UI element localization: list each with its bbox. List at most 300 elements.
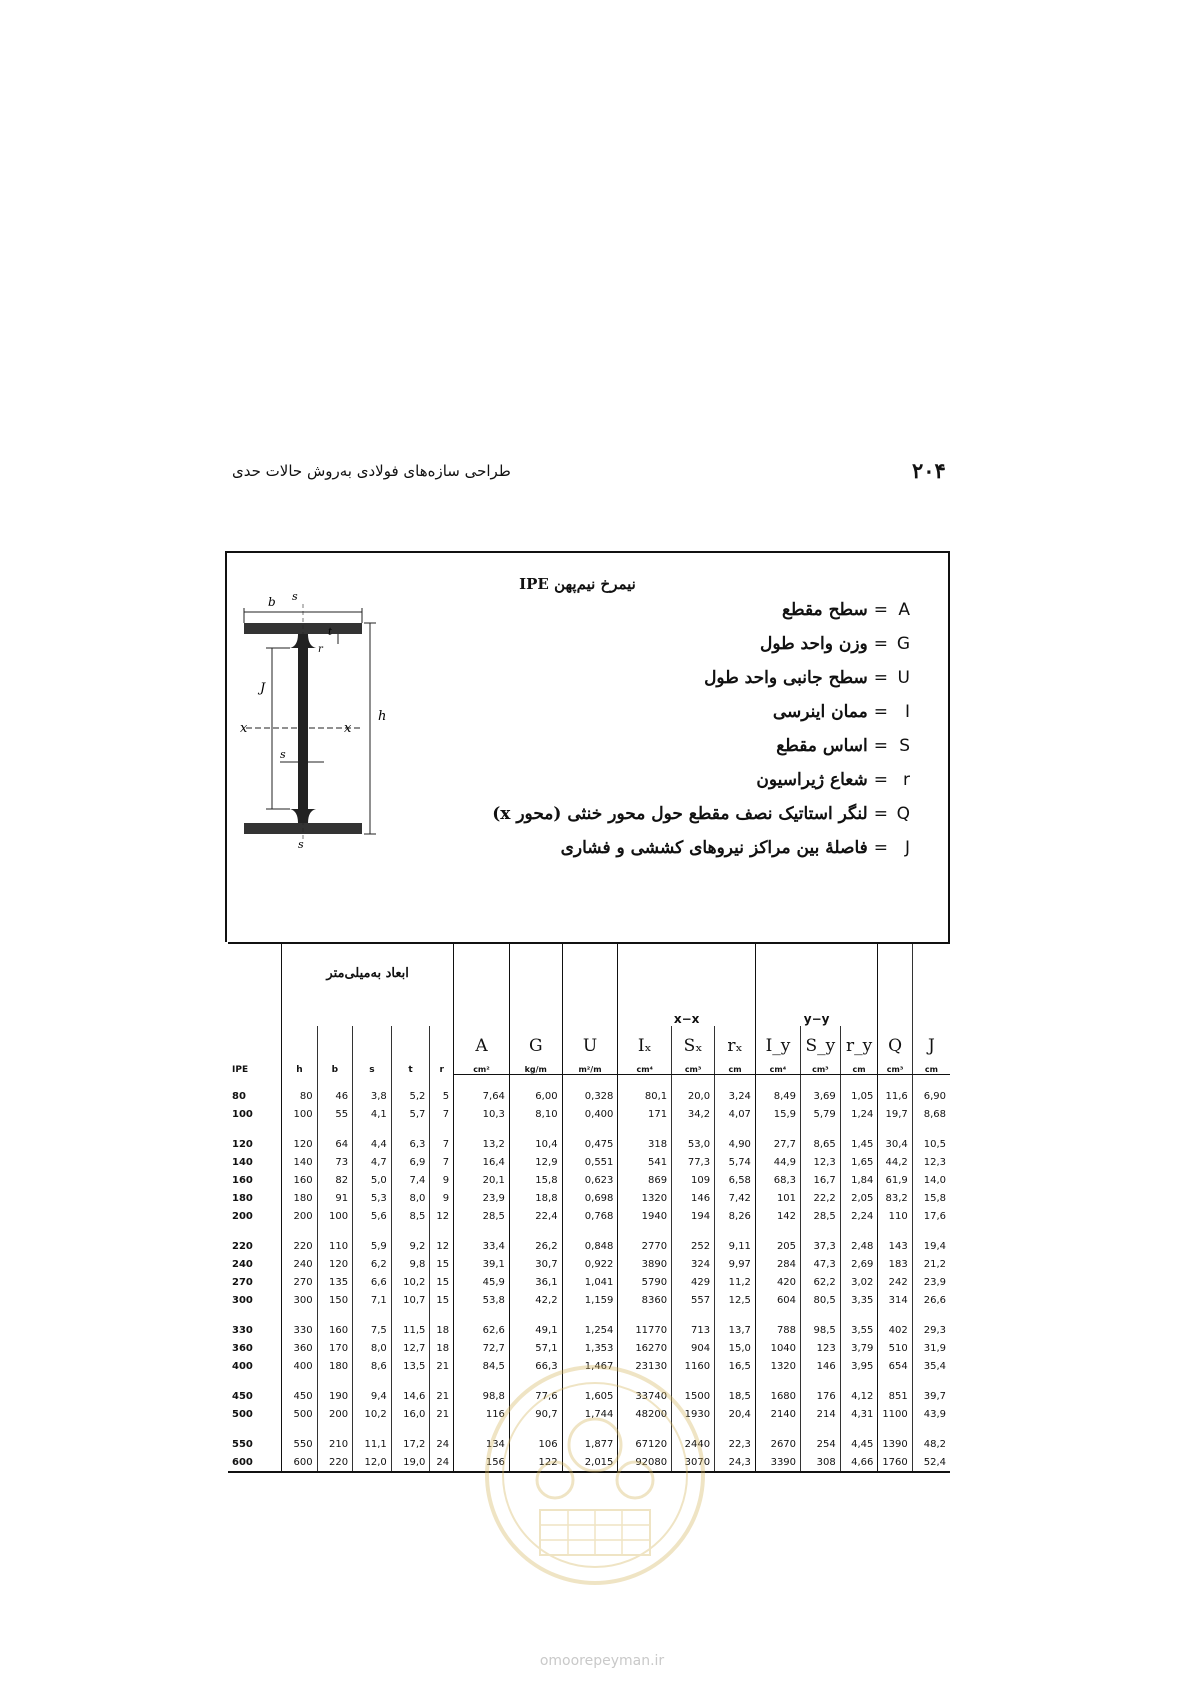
table-cell: 541 <box>618 1153 672 1171</box>
table-cell: 3070 <box>672 1453 715 1472</box>
unit-ry: cm <box>852 1065 866 1074</box>
table-row <box>228 1189 950 1207</box>
header-g: G <box>509 943 562 1056</box>
table-cell: 180 <box>317 1357 352 1375</box>
table-cell: 91 <box>317 1189 352 1207</box>
table-cell: 6,6 <box>353 1273 392 1291</box>
header-ix: Iₓ <box>618 1026 672 1056</box>
table-cell: 28,5 <box>454 1207 510 1225</box>
table-cell: 20,0 <box>672 1087 715 1105</box>
table-cell: 17,2 <box>391 1435 430 1453</box>
table-cell: 1,05 <box>840 1087 878 1105</box>
table-row <box>228 1135 950 1153</box>
table-cell: 171 <box>618 1105 672 1123</box>
table-cell: 4,07 <box>715 1105 756 1123</box>
header-ry: r_y <box>840 1026 878 1056</box>
table-cell: 3,02 <box>840 1273 878 1291</box>
table-cell: 37,3 <box>801 1237 841 1255</box>
table-cell: 143 <box>878 1237 912 1255</box>
table-cell: 1760 <box>878 1453 912 1472</box>
table-cell: 160 <box>282 1171 317 1189</box>
table-cell: 156 <box>454 1453 510 1472</box>
table-cell: 150 <box>317 1291 352 1309</box>
table-row <box>228 1207 950 1225</box>
table-cell: 28,5 <box>801 1207 841 1225</box>
table-cell: 6,9 <box>391 1153 430 1171</box>
row-name-cell: 600 <box>228 1453 282 1472</box>
row-name-cell: 200 <box>228 1207 282 1225</box>
table-row <box>228 1255 950 1273</box>
table-cell: 26,6 <box>923 1294 946 1306</box>
table-cell: 15,8 <box>509 1171 562 1189</box>
table-cell: 8,65 <box>801 1135 841 1153</box>
unit-a: cm² <box>473 1065 490 1074</box>
table-cell: 3,24 <box>715 1087 756 1105</box>
table-cell: 9 <box>430 1189 454 1207</box>
table-row <box>228 1273 950 1291</box>
table-cell: 5,0 <box>353 1171 392 1189</box>
table-cell: 7,1 <box>353 1291 392 1309</box>
table-cell: 10,2 <box>391 1273 430 1291</box>
legend-item-u: U=سطح جانبی واحد طول <box>704 668 910 688</box>
table-cell: 21 <box>430 1357 454 1375</box>
table-cell: 24 <box>430 1435 454 1453</box>
table-cell: 170 <box>317 1339 352 1357</box>
table-cell: 19,7 <box>878 1105 912 1123</box>
table-cell: 400 <box>282 1357 317 1375</box>
table-cell: 24,3 <box>715 1453 756 1472</box>
table-cell: 64 <box>317 1135 352 1153</box>
table-cell: 15 <box>430 1291 454 1309</box>
table-cell: 7,64 <box>454 1087 510 1105</box>
table-cell: 120 <box>317 1255 352 1273</box>
row-name-cell: 270 <box>228 1273 282 1291</box>
table-cell: 1,159 <box>562 1291 618 1309</box>
table-cell: 142 <box>755 1207 800 1225</box>
table-cell: 10,7 <box>391 1291 430 1309</box>
table-cell: 200 <box>282 1207 317 1225</box>
table-cell: 8,49 <box>755 1087 800 1105</box>
legend-item-i: I=ممان اینرسی <box>772 702 910 722</box>
label-s-bottom: s <box>298 838 304 851</box>
table-cell: 7,5 <box>353 1321 392 1339</box>
header-j: J <box>912 943 950 1056</box>
table-cell: 0,551 <box>562 1153 618 1171</box>
table-cell: 4,1 <box>353 1105 392 1123</box>
table-cell: 53,8 <box>454 1291 510 1309</box>
group-gap <box>228 1309 950 1321</box>
label-j: J <box>260 681 266 696</box>
table-cell: 200 <box>317 1405 352 1423</box>
row-name-cell: 180 <box>228 1189 282 1207</box>
running-header: طراحی سازه‌های فولادی به‌روش حالات حدی <box>232 462 511 480</box>
table-cell: 49,1 <box>509 1321 562 1339</box>
table-cell: 12,7 <box>391 1339 430 1357</box>
publisher-seal-watermark <box>480 1360 710 1590</box>
table-cell: 110 <box>878 1207 912 1225</box>
table-cell: 26,2 <box>509 1237 562 1255</box>
table-cell: 300 <box>282 1291 317 1309</box>
table-cell: 34,2 <box>672 1105 715 1123</box>
table-cell: 2140 <box>755 1405 800 1423</box>
table-cell: 8,6 <box>353 1357 392 1375</box>
table-cell: 8,0 <box>391 1189 430 1207</box>
unit-sx: cm³ <box>684 1065 702 1074</box>
table-cell: 869 <box>618 1171 672 1189</box>
label-s: s <box>280 748 286 761</box>
table-cell: 11,1 <box>353 1435 392 1453</box>
label-b: b <box>268 595 276 609</box>
table-cell: 0,400 <box>562 1105 618 1123</box>
table-cell: 33,4 <box>454 1237 510 1255</box>
table-cell: 3,69 <box>801 1087 841 1105</box>
table-cell: 1,84 <box>840 1171 878 1189</box>
table-cell: 46 <box>317 1087 352 1105</box>
table-cell: 160 <box>317 1321 352 1339</box>
row-name-cell: 450 <box>228 1387 282 1405</box>
table-cell: 0,328 <box>562 1087 618 1105</box>
table-cell: 20,4 <box>715 1405 756 1423</box>
table-row <box>228 1321 950 1339</box>
table-cell: 7,42 <box>715 1189 756 1207</box>
table-cell: 176 <box>801 1387 841 1405</box>
header-iy: I_y <box>755 1026 800 1056</box>
row-name-cell: 80 <box>228 1087 282 1105</box>
table-cell: 116 <box>454 1405 510 1423</box>
label-x-right: x <box>344 721 352 736</box>
table-cell: 90,7 <box>509 1405 562 1423</box>
header-u: U <box>562 943 618 1056</box>
table-cell: 220 <box>282 1237 317 1255</box>
table-cell: 36,1 <box>509 1273 562 1291</box>
table-cell: 1,605 <box>562 1387 618 1405</box>
table-cell: 52,4 <box>912 1453 950 1472</box>
header-ipe: IPE <box>228 1026 282 1075</box>
table-cell: 9 <box>430 1171 454 1189</box>
table-cell: 4,4 <box>353 1135 392 1153</box>
label-h: h <box>378 709 387 724</box>
row-name-cell: 300 <box>228 1291 282 1309</box>
table-cell: 30,7 <box>509 1255 562 1273</box>
table-cell: 21 <box>430 1387 454 1405</box>
table-cell: 80,5 <box>801 1291 841 1309</box>
table-cell: 39,7 <box>923 1390 946 1402</box>
table-cell: 0,475 <box>562 1135 618 1153</box>
table-cell: 242 <box>878 1273 912 1291</box>
table-cell: 205 <box>755 1237 800 1255</box>
table-cell: 7 <box>430 1153 454 1171</box>
table-cell: 44,9 <box>755 1153 800 1171</box>
legend-item-a: A=سطح مقطع <box>781 600 910 620</box>
unit-ix: cm⁴ <box>636 1065 654 1074</box>
header-a: A <box>454 943 510 1056</box>
table-cell: 2670 <box>755 1435 800 1453</box>
table-cell: 220 <box>317 1453 352 1472</box>
table-cell: 5,3 <box>353 1189 392 1207</box>
table-cell: 31,9 <box>923 1342 946 1354</box>
table-row <box>228 1105 950 1123</box>
table-cell: 429 <box>672 1273 715 1291</box>
table-cell: 123 <box>801 1339 841 1357</box>
table-cell: 134 <box>454 1435 510 1453</box>
table-cell: 12 <box>430 1207 454 1225</box>
table-cell: 22,3 <box>715 1435 756 1453</box>
table-cell: 6,00 <box>509 1087 562 1105</box>
table-cell: 33740 <box>618 1387 672 1405</box>
table-cell: 420 <box>755 1273 800 1291</box>
table-cell: 324 <box>672 1255 715 1273</box>
label-x-left: x <box>240 721 248 736</box>
table-cell: 3,79 <box>840 1339 878 1357</box>
table-cell: 12,5 <box>715 1291 756 1309</box>
table-cell: 22,2 <box>801 1189 841 1207</box>
unit-sy: cm³ <box>812 1065 829 1074</box>
table-cell: 48,2 <box>923 1438 946 1450</box>
table-row <box>228 1291 950 1309</box>
table-cell: 9,2 <box>391 1237 430 1255</box>
table-cell: 12 <box>430 1237 454 1255</box>
table-cell: 77,6 <box>509 1387 562 1405</box>
table-cell: 270 <box>282 1273 317 1291</box>
table-cell: 13,2 <box>454 1135 510 1153</box>
table-cell: 29,3 <box>923 1324 946 1336</box>
row-name-cell: 550 <box>228 1435 282 1453</box>
table-cell: 2,48 <box>840 1237 878 1255</box>
table-cell: 4,45 <box>840 1435 878 1453</box>
table-cell: 5,6 <box>353 1207 392 1225</box>
table-cell: 1500 <box>672 1387 715 1405</box>
table-cell: 0,698 <box>562 1189 618 1207</box>
table-cell: 66,3 <box>509 1357 562 1375</box>
table-cell: 2440 <box>672 1435 715 1453</box>
table-cell: 73 <box>317 1153 352 1171</box>
table-cell: 19,0 <box>391 1453 430 1472</box>
table-cell: 6,90 <box>923 1090 946 1102</box>
table-cell: 180 <box>282 1189 317 1207</box>
table-cell: 7,4 <box>391 1171 430 1189</box>
header-b: b <box>317 1026 352 1075</box>
table-cell: 100 <box>317 1207 352 1225</box>
table-cell: 18 <box>430 1321 454 1339</box>
table-cell: 100 <box>282 1105 317 1123</box>
table-cell: 17,6 <box>923 1210 946 1222</box>
table-cell: 190 <box>317 1387 352 1405</box>
table-cell: 62,2 <box>801 1273 841 1291</box>
row-name-cell: 220 <box>228 1237 282 1255</box>
table-cell: 450 <box>282 1387 317 1405</box>
section-title: نیمرخ نیم‌پهن IPE <box>519 575 636 593</box>
row-name-cell: 500 <box>228 1405 282 1423</box>
table-cell: 24 <box>430 1453 454 1472</box>
table-cell: 61,9 <box>878 1171 912 1189</box>
header-t: t <box>391 1026 430 1075</box>
table-cell: 1160 <box>672 1357 715 1375</box>
legend-item-j: J=فاصلهٔ بین مراکز نیروهای کششی و فشاری <box>560 838 910 858</box>
table-cell: 21,2 <box>923 1258 946 1270</box>
label-t: t <box>328 627 333 638</box>
table-cell: 101 <box>755 1189 800 1207</box>
table-cell: 183 <box>878 1255 912 1273</box>
table-cell: 84,5 <box>454 1357 510 1375</box>
table-cell: 4,66 <box>840 1453 878 1472</box>
table-cell: 1320 <box>755 1357 800 1375</box>
table-cell: 27,7 <box>755 1135 800 1153</box>
table-cell: 22,4 <box>509 1207 562 1225</box>
table-cell: 10,5 <box>923 1138 946 1150</box>
table-cell: 240 <box>282 1255 317 1273</box>
table-cell: 314 <box>878 1291 912 1309</box>
table-row <box>228 1153 950 1171</box>
table-cell: 8,10 <box>509 1105 562 1123</box>
table-cell: 4,12 <box>840 1387 878 1405</box>
table-cell: 252 <box>672 1237 715 1255</box>
table-cell: 47,3 <box>801 1255 841 1273</box>
table-cell: 1,744 <box>562 1405 618 1423</box>
table-cell: 57,1 <box>509 1339 562 1357</box>
table-cell: 3,35 <box>840 1291 878 1309</box>
header-rx: rₓ <box>715 1026 756 1056</box>
table-cell: 62,6 <box>454 1321 510 1339</box>
table-cell: 6,2 <box>353 1255 392 1273</box>
table-cell: 15 <box>430 1255 454 1273</box>
table-cell: 5,74 <box>715 1153 756 1171</box>
unit-u: m²/m <box>578 1065 602 1074</box>
table-cell: 10,2 <box>353 1405 392 1423</box>
header-h: h <box>282 1026 317 1075</box>
table-cell: 0,623 <box>562 1171 618 1189</box>
table-cell: 30,4 <box>878 1135 912 1153</box>
row-name-cell: 360 <box>228 1339 282 1357</box>
header-sx: Sₓ <box>672 1026 715 1056</box>
row-name-cell: 120 <box>228 1135 282 1153</box>
table-cell: 14,6 <box>391 1387 430 1405</box>
label-s-top: s <box>292 590 298 603</box>
table-cell: 5,9 <box>353 1237 392 1255</box>
table-cell: 16270 <box>618 1339 672 1357</box>
table-cell: 1940 <box>618 1207 672 1225</box>
table-cell: 500 <box>282 1405 317 1423</box>
table-cell: 15,8 <box>923 1192 946 1204</box>
table-cell: 5,79 <box>801 1105 841 1123</box>
table-cell: 146 <box>672 1189 715 1207</box>
table-cell: 44,2 <box>878 1153 912 1171</box>
row-name-cell: 400 <box>228 1357 282 1375</box>
table-cell: 308 <box>801 1453 841 1472</box>
table-cell: 42,2 <box>509 1291 562 1309</box>
row-name-cell: 140 <box>228 1153 282 1171</box>
table-row <box>228 1171 950 1189</box>
table-cell: 15,9 <box>755 1105 800 1123</box>
unit-q: cm³ <box>886 1065 904 1074</box>
table-cell: 318 <box>618 1135 672 1153</box>
table-cell: 77,3 <box>672 1153 715 1171</box>
dims-header: ابعاد به‌میلی‌متر <box>282 943 454 1026</box>
table-cell: 72,7 <box>454 1339 510 1357</box>
table-cell: 83,2 <box>878 1189 912 1207</box>
table-cell: 2,24 <box>840 1207 878 1225</box>
table-cell: 4,90 <box>715 1135 756 1153</box>
table-cell: 1680 <box>755 1387 800 1405</box>
table-cell: 1,467 <box>562 1357 618 1375</box>
table-cell: 8,0 <box>353 1339 392 1357</box>
ipe-section-diagram <box>240 590 420 851</box>
table-cell: 92080 <box>618 1453 672 1472</box>
table-cell: 43,9 <box>923 1408 946 1420</box>
table-cell: 11,2 <box>715 1273 756 1291</box>
table-cell: 10,4 <box>509 1135 562 1153</box>
unit-rx: cm <box>728 1065 742 1074</box>
table-cell: 68,3 <box>755 1171 800 1189</box>
header-xx: x−x <box>618 943 756 1026</box>
table-cell: 8,68 <box>923 1108 946 1120</box>
table-cell: 0,848 <box>562 1237 618 1255</box>
table-cell: 1,041 <box>562 1273 618 1291</box>
table-cell: 48200 <box>618 1405 672 1423</box>
table-cell: 9,4 <box>353 1387 392 1405</box>
table-cell: 550 <box>282 1435 317 1453</box>
table-cell: 55 <box>317 1105 352 1123</box>
table-cell: 19,4 <box>923 1240 946 1252</box>
table-cell: 1040 <box>755 1339 800 1357</box>
table-cell: 15,0 <box>715 1339 756 1357</box>
table-cell: 11770 <box>618 1321 672 1339</box>
table-cell: 7 <box>430 1135 454 1153</box>
table-cell: 80 <box>282 1087 317 1105</box>
table-cell: 16,5 <box>715 1357 756 1375</box>
table-cell: 7 <box>430 1105 454 1123</box>
table-cell: 904 <box>672 1339 715 1357</box>
table-cell: 3890 <box>618 1255 672 1273</box>
table-cell: 9,8 <box>391 1255 430 1273</box>
row-name-cell: 330 <box>228 1321 282 1339</box>
table-cell: 788 <box>755 1321 800 1339</box>
table-cell: 11,6 <box>878 1087 912 1105</box>
table-cell: 18 <box>430 1339 454 1357</box>
table-cell: 11,5 <box>391 1321 430 1339</box>
table-cell: 122 <box>509 1453 562 1472</box>
table-cell: 851 <box>878 1387 912 1405</box>
table-cell: 254 <box>801 1435 841 1453</box>
table-cell: 1,65 <box>840 1153 878 1171</box>
legend-item-q: Q=لنگر استاتیک نصف مقطع حول محور خنثی (محور x) <box>492 804 910 824</box>
table-cell: 53,0 <box>672 1135 715 1153</box>
table-cell: 98,5 <box>801 1321 841 1339</box>
table-cell: 1320 <box>618 1189 672 1207</box>
table-cell: 135 <box>317 1273 352 1291</box>
table-cell: 1,353 <box>562 1339 618 1357</box>
table-cell: 16,4 <box>454 1153 510 1171</box>
table-cell: 8,26 <box>715 1207 756 1225</box>
header-r: r <box>430 1026 454 1075</box>
table-cell: 16,7 <box>801 1171 841 1189</box>
table-row <box>228 1237 950 1255</box>
table-cell: 194 <box>672 1207 715 1225</box>
table-cell: 15 <box>430 1273 454 1291</box>
table-cell: 12,3 <box>801 1153 841 1171</box>
header-yy: y−y <box>755 943 877 1026</box>
table-cell: 5,2 <box>391 1087 430 1105</box>
table-cell: 23130 <box>618 1357 672 1375</box>
table-cell: 4,7 <box>353 1153 392 1171</box>
row-name-cell: 160 <box>228 1171 282 1189</box>
table-row <box>228 1087 950 1105</box>
table-cell: 2,69 <box>840 1255 878 1273</box>
table-cell: 2770 <box>618 1237 672 1255</box>
table-cell: 146 <box>801 1357 841 1375</box>
table-cell: 510 <box>878 1339 912 1357</box>
table-cell: 5 <box>430 1087 454 1105</box>
table-cell: 360 <box>282 1339 317 1357</box>
